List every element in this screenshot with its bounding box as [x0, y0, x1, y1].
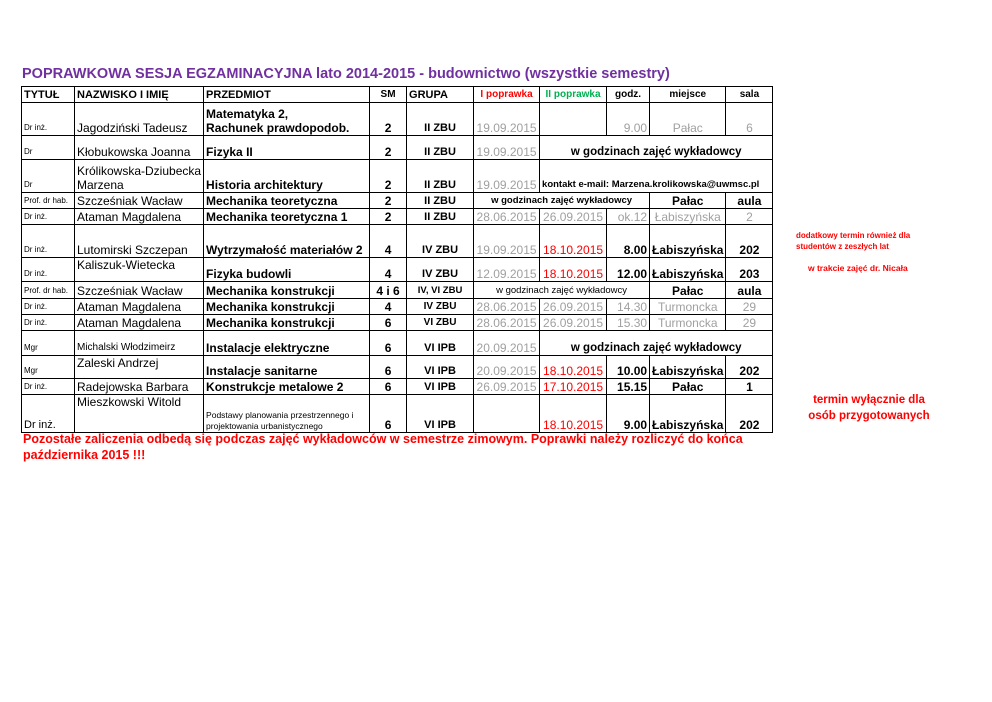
cell-miejsce: Turmoncka	[650, 315, 726, 331]
cell-grupa: VI IPB	[407, 379, 474, 395]
cell-nazwisko: Kaliszuk-Wietecka	[75, 258, 204, 282]
cell-miejsce: Pałac	[650, 379, 726, 395]
cell-span-note: w godzinach zajęć wykładowcy	[474, 193, 650, 209]
cell-sm: 2	[370, 193, 407, 209]
cell-nazwisko: Jagodziński Tadeusz	[75, 103, 204, 136]
table-row	[22, 379, 773, 395]
table-row	[22, 395, 773, 433]
cell-nazwisko: Mieszkowski Witold	[75, 395, 204, 433]
cell-sm: 6	[370, 356, 407, 379]
cell-p2: 18.10.2015	[540, 225, 607, 258]
cell-span-note: w godzinach zajęć wykładowcy	[540, 136, 773, 160]
cell-nazwisko-line2: Marzena	[77, 178, 124, 192]
cell-grupa: IV ZBU	[407, 225, 474, 258]
cell-tytul: Dr inż.	[22, 103, 75, 136]
table-row	[22, 356, 773, 379]
cell-grupa: II ZBU	[407, 193, 474, 209]
cell-godz: 10.00	[607, 356, 650, 379]
cell-przedmiot: Fizyka budowli	[204, 258, 370, 282]
cell-tytul: Dr inż.	[22, 299, 75, 315]
cell-przedmiot: Instalacje sanitarne	[204, 356, 370, 379]
cell-p1: 19.09.2015	[474, 160, 540, 193]
header-nazwisko: NAZWISKO I IMIĘ	[75, 87, 204, 103]
header-row	[22, 87, 773, 103]
cell-p2: 18.10.2015	[540, 395, 607, 433]
cell-p1: 28.06.2015	[474, 299, 540, 315]
cell-p1: 28.06.2015	[474, 315, 540, 331]
cell-nazwisko: Radejowska Barbara	[75, 379, 204, 395]
table-row	[22, 258, 773, 282]
cell-sm: 2	[370, 103, 407, 136]
cell-miejsce: Łabiszyńska	[650, 209, 726, 225]
cell-miejsce: Pałac	[650, 282, 726, 299]
cell-grupa: IV, VI ZBU	[407, 282, 474, 299]
cell-przedmiot: Konstrukcje metalowe 2	[204, 379, 370, 395]
cell-p2: 18.10.2015	[540, 356, 607, 379]
cell-przedmiot: Mechanika teoretyczna 1	[204, 209, 370, 225]
cell-p2: 26.09.2015	[540, 299, 607, 315]
cell-sm: 2	[370, 136, 407, 160]
table-row	[22, 160, 773, 193]
cell-miejsce: Łabiszyńska	[650, 356, 726, 379]
note-lutomirski-line2: studentów z zeszłych lat	[796, 242, 889, 251]
cell-nazwisko: Zaleski Andrzej	[75, 356, 204, 379]
exam-table	[21, 86, 773, 433]
cell-sm: 4 i 6	[370, 282, 407, 299]
cell-p1: 28.06.2015	[474, 209, 540, 225]
note-kaliszuk: w trakcie zajęć dr. Nicała	[808, 263, 908, 273]
cell-p1: 19.09.2015	[474, 103, 540, 136]
cell-sala: 29	[726, 299, 773, 315]
header-p2: II poprawka	[540, 87, 607, 103]
cell-godz: 9.00	[607, 395, 650, 433]
cell-miejsce: Łabiszyńska	[650, 225, 726, 258]
cell-nazwisko: Ataman Magdalena	[75, 315, 204, 331]
footer-note: Pozostałe zaliczenia odbedą się podczas zajęć wykładowców w semestrze zimowym. Poprawki należy rozliczyć do końca października 2015 !!!	[23, 432, 743, 462]
cell-nazwisko: Lutomirski Szczepan	[75, 225, 204, 258]
cell-godz: 15.30	[607, 315, 650, 331]
cell-nazwisko: Ataman Magdalena	[75, 299, 204, 315]
cell-tytul: Dr inż.	[22, 209, 75, 225]
cell-miejsce: Łabiszyńska	[650, 258, 726, 282]
cell-przedmiot: Mechanika teoretyczna	[204, 193, 370, 209]
header-sm: SM	[370, 87, 407, 103]
cell-tytul: Dr inż.	[22, 395, 75, 433]
note-mieszkowski-line2: osób przygotowanych	[808, 410, 930, 422]
note-mieszkowski	[806, 392, 932, 424]
cell-przedmiot: Wytrzymałość materiałów 2	[204, 225, 370, 258]
table-row	[22, 282, 773, 299]
cell-p1: 20.09.2015	[474, 331, 540, 356]
cell-nazwisko: Szcześniak Wacław	[75, 282, 204, 299]
cell-sala: aula	[726, 193, 773, 209]
cell-grupa: VI ZBU	[407, 315, 474, 331]
cell-grupa: IV ZBU	[407, 258, 474, 282]
cell-sm: 4	[370, 258, 407, 282]
cell-miejsce: Pałac	[650, 103, 726, 136]
cell-sm: 6	[370, 379, 407, 395]
cell-sm: 6	[370, 331, 407, 356]
header-miejsce: miejsce	[650, 87, 726, 103]
cell-sala: 202	[726, 356, 773, 379]
page-title: POPRAWKOWA SESJA EGZAMINACYJNA lato 2014-2015 - budownictwo (wszystkie semestry)	[22, 66, 670, 82]
cell-przedmiot: Historia architektury	[204, 160, 370, 193]
cell-sm: 6	[370, 315, 407, 331]
cell-p1: 19.09.2015	[474, 136, 540, 160]
header-p1: I poprawka	[474, 87, 540, 103]
cell-nazwisko: Kłobukowska Joanna	[75, 136, 204, 160]
cell-nazwisko: Michalski Włodzimeirz	[75, 331, 204, 356]
header-grupa: GRUPA	[407, 87, 474, 103]
cell-tytul: Dr inż.	[22, 258, 75, 282]
table-row	[22, 103, 773, 136]
cell-contact-email: kontakt e-mail: Marzena.krolikowska@uwmsc.pl	[540, 160, 773, 193]
cell-p2: 18.10.2015	[540, 258, 607, 282]
cell-p1	[474, 395, 540, 433]
header-tytul: TYTUŁ	[22, 87, 75, 103]
cell-sm: 2	[370, 160, 407, 193]
header-sala: sala	[726, 87, 773, 103]
cell-span-note: w godzinach zajęć wykładowcy	[540, 331, 773, 356]
cell-przedmiot: Fizyka II	[204, 136, 370, 160]
cell-sm: 4	[370, 225, 407, 258]
cell-godz: 15.15	[607, 379, 650, 395]
cell-sala: 6	[726, 103, 773, 136]
cell-miejsce: Pałac	[650, 193, 726, 209]
cell-tytul: Mgr	[22, 356, 75, 379]
cell-p1: 19.09.2015	[474, 225, 540, 258]
cell-nazwisko	[75, 160, 204, 193]
cell-grupa: II ZBU	[407, 103, 474, 136]
cell-grupa: II ZBU	[407, 136, 474, 160]
cell-nazwisko: Ataman Magdalena	[75, 209, 204, 225]
cell-tytul: Prof. dr hab.	[22, 193, 75, 209]
note-lutomirski-line1: dodatkowy termin również dla	[796, 231, 911, 240]
cell-grupa: VI IPB	[407, 331, 474, 356]
cell-p2	[540, 103, 607, 136]
cell-godz: 12.00	[607, 258, 650, 282]
table-row	[22, 331, 773, 356]
cell-grupa: VI IPB	[407, 395, 474, 433]
cell-p2: 26.09.2015	[540, 315, 607, 331]
cell-przedmiot: Instalacje elektryczne	[204, 331, 370, 356]
cell-tytul: Dr	[22, 136, 75, 160]
cell-przedmiot: Mechanika konstrukcji	[204, 299, 370, 315]
cell-tytul: Dr inż.	[22, 315, 75, 331]
table-row	[22, 299, 773, 315]
table-row	[22, 225, 773, 258]
cell-przedmiot-line2: Rachunek prawdopodob.	[206, 121, 350, 135]
cell-sala: 29	[726, 315, 773, 331]
cell-tytul: Dr	[22, 160, 75, 193]
cell-sala: 1	[726, 379, 773, 395]
cell-godz: 8.00	[607, 225, 650, 258]
cell-span-note: w godzinach zajęć wykładowcy	[474, 282, 650, 299]
cell-p1: 26.09.2015	[474, 379, 540, 395]
cell-przedmiot: Podstawy planowania przestrzennego i projektowania urbanistycznego	[204, 395, 370, 433]
cell-przedmiot: Mechanika konstrukcji	[204, 282, 370, 299]
cell-p2: 17.10.2015	[540, 379, 607, 395]
table-row	[22, 193, 773, 209]
cell-grupa: VI IPB	[407, 356, 474, 379]
cell-tytul: Mgr	[22, 331, 75, 356]
note-lutomirski	[796, 230, 910, 252]
cell-sm: 2	[370, 209, 407, 225]
header-przedmiot: PRZEDMIOT	[204, 87, 370, 103]
cell-tytul: Dr inż.	[22, 225, 75, 258]
note-mieszkowski-line1: termin wyłącznie dla	[813, 394, 925, 406]
cell-grupa: II ZBU	[407, 209, 474, 225]
cell-sala: aula	[726, 282, 773, 299]
cell-godz: 14.30	[607, 299, 650, 315]
table-row	[22, 136, 773, 160]
cell-sala: 202	[726, 395, 773, 433]
cell-tytul: Prof. dr hab.	[22, 282, 75, 299]
cell-grupa: IV ZBU	[407, 299, 474, 315]
cell-sala: 202	[726, 225, 773, 258]
cell-przedmiot: Mechanika konstrukcji	[204, 315, 370, 331]
cell-przedmiot-line1: Matematyka 2,	[206, 107, 289, 121]
cell-sala: 203	[726, 258, 773, 282]
cell-sm: 6	[370, 395, 407, 433]
cell-nazwisko-line1: Królikowska-Dziubecka	[77, 164, 202, 178]
cell-miejsce: Turmoncka	[650, 299, 726, 315]
cell-p2: 26.09.2015	[540, 209, 607, 225]
cell-p1: 12.09.2015	[474, 258, 540, 282]
cell-sm: 4	[370, 299, 407, 315]
cell-tytul: Dr inż.	[22, 379, 75, 395]
table-row	[22, 209, 773, 225]
table-row	[22, 315, 773, 331]
cell-p1: 20.09.2015	[474, 356, 540, 379]
cell-nazwisko: Szcześniak Wacław	[75, 193, 204, 209]
cell-godz: 9.00	[607, 103, 650, 136]
header-godz: godz.	[607, 87, 650, 103]
cell-miejsce: Łabiszyńska	[650, 395, 726, 433]
cell-sala: 2	[726, 209, 773, 225]
cell-przedmiot	[204, 103, 370, 136]
cell-grupa: II ZBU	[407, 160, 474, 193]
cell-godz: ok.12	[607, 209, 650, 225]
